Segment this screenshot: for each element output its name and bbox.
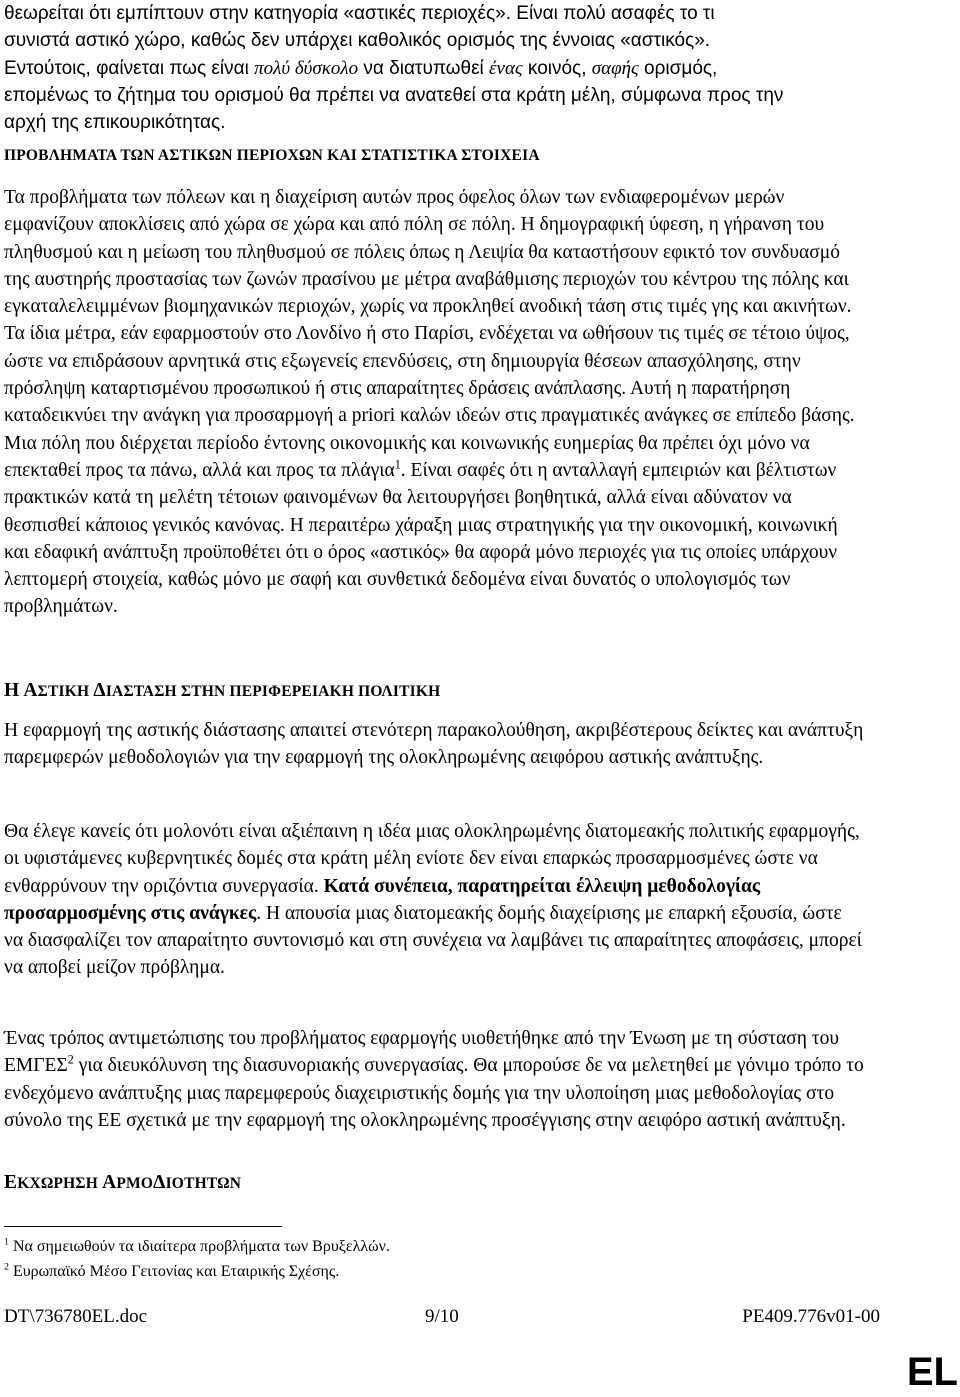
intro-line: αρχή της επικουρικότητας. <box>4 112 226 134</box>
text-span: Τα προβλήματα των πόλεων και η διαχείριση αυτών προς όφελος όλων των ενδιαφερομένων μερών εμφανίζουν αποκλίσεις από χώρα σε χώρα και από πόλη σε πόλη. Η δημογραφική ύφεση, η γήρανση του πληθυσμού και η μείωση του πληθυσμού σε πόλεις όπως η Λειψία θα καταστήσουν εφικτό τον συνδυασμό της αυστηρής προστασίας των ζωνών πρασίνου με μέτρα αναβάθμισης περιοχών του κέντρου της πόλης και εγκαταλελειμμένων βιομηχανικών περιοχών, χωρίς να προκληθεί ανοδική τάση στις τιμές γης και ακινήτων. Τα ίδια μέτρα, εάν εφαρμοστούν στο Λονδίνο ή στο Παρίσι, ενδέχεται να ωθήσουν τις τιμές σε τέτοιο ύψος, ώστε να επιδράσουν αρνητικά στις εξωγενείς επενδύσεις, στη δημιουργία θέσεων απασχόλησης, στην πρόσληψη καταρτισμένου προσωπικού ή στις απαραίτητες δράσεις ανάπλασης. Αυτή η παρατήρηση καταδεικνύει την ανάγκη για προσαρμογή a priori καλών ιδεών στις πραγματικές ανάγκες σε επίπεδο βάσης. Μια πόλη που διέρχεται περίοδο έντονης οικονομικής και κοινωνικής ευημερίας θα πρέπει όχι μόνο να επεκταθεί προς τα πάνω, αλλά και προς τα πλάγια <box>4 187 855 481</box>
intro-paragraph <box>4 0 864 136</box>
section-heading-urban-problems: ΠΡΟΒΛΗΜΑΤΑ ΤΩΝ ΑΣΤΙΚΩΝ ΠΕΡΙΟΧΩΝ ΚΑΙ ΣΤΑΤΙΣΤΙΚΑ ΣΤΟΙΧΕΙΑ <box>4 147 540 164</box>
intro-line: θεωρείται ότι εμπίπτουν στην κατηγορία «αστικές περιοχές». Είναι πολύ ασαφές το τι <box>4 3 715 24</box>
section-heading-urban-dimension <box>4 680 864 702</box>
heading-text: ΚΧΩΡΗΣΗ <box>17 1175 103 1192</box>
footnote-2 <box>4 1262 339 1282</box>
footer-pe-ref: PE409.776v01-00 <box>742 1306 880 1327</box>
paragraph-egtc <box>4 1025 864 1134</box>
text-span: ορισμός, <box>638 57 718 79</box>
text-span: Θα έλεγε κανείς ότι μολονότι είναι αξιέπαινη η ιδέα μιας ολοκληρωμένης διατομεακής πολιτικής εφαρμογής, οι υφιστάμενες κυβερνητικές δομές στα κράτη μέλη ενίοτε δεν είναι επαρκώς προσαρμοσμένες ώστε να ενθαρρύνουν την οριζόντια συνεργασία. <box>4 821 860 897</box>
intro-line: συνιστά αστικό χώρο, καθώς δεν υπάρχει καθολικός ορισμός της έννοιας «αστικός». <box>4 30 711 52</box>
footnote-number: 1 <box>4 1236 9 1248</box>
footnote-separator <box>4 1226 282 1227</box>
footer-doc-ref: DT\736780EL.doc <box>4 1306 148 1327</box>
intro-line: επομένως το ζήτημα του ορισμού θα πρέπει να ανατεθεί στα κράτη μέλη, σύμφωνα προς την <box>4 84 784 106</box>
section-heading-delegation <box>4 1172 864 1194</box>
heading-text: ΙΟΤΗΤΩΝ <box>165 1175 242 1192</box>
paragraph-monitoring: Η εφαρμογή της αστικής διάστασης απαιτεί στενότερη παρακολούθηση, ακριβέστερους δείκτες και ανάπτυξη παρεμφερών μεθοδολογιών για την εφαρμογή της ολοκληρωμένης αειφόρου αστικής ανάπτυξης. <box>4 720 864 769</box>
text-span: να διατυπωθεί <box>358 57 490 79</box>
intro-line <box>4 55 864 82</box>
heading-text: ΣΤΙΚΗ <box>37 683 94 700</box>
text-span: για διευκόλυνση της διασυνοριακής συνεργασίας. Θα μπορούσε δε να μελετηθεί με γόνιμο τρόπο το ενδεχόμενο ανάπτυξης μιας παρεμφερούς διαχειριστικής δομής για την υλοποίηση μιας μεθοδολογίας στο σύνολο της ΕΕ σχετικά με την εφαρμογή της ολοκληρωμένης προσέγγισης στην αειφόρο αστική ανάπτυξη. <box>4 1055 864 1131</box>
footnote-text: Ευρωπαϊκό Μέσο Γειτονίας και Εταιρικής Σχέσης. <box>8 1263 340 1280</box>
footer-page-number: 9/10 <box>425 1306 459 1327</box>
paragraph-urban-problems <box>4 184 864 621</box>
text-span: . Είναι σαφές ότι η ανταλλαγή εμπειριών και βέλτιστων πρακτικών κατά τη μελέτη τέτοιων φαινομένων θα λειτουργήσει βοηθητικά, αλλά είναι αδύνατον να θεσπισθεί κάποιος γενικός κανόνας. Η περαιτέρω χάραξη μιας στρατηγικής για την οικονομική, κοινωνική και εδαφική ανάπτυξη προϋποθέτει ότι ο όρος «αστικός» θα αφορά μόνο περιοχές για τις οποίες υπάρχουν λεπτομερή στοιχεία, καθώς μόνο με σαφή και συνθετικά δεδομένα είναι δυνατός ο υπολογισμός των προβλημάτων. <box>4 459 838 618</box>
italic-span: σαφής <box>591 57 639 79</box>
bold-span: Κατά συνέπεια, παρατηρείται έλλειψη μεθοδολογίας προσαρμοσμένης στις ανάγκες <box>4 875 761 924</box>
footnote-1 <box>4 1237 390 1257</box>
heading-cap: Ε <box>4 1172 18 1193</box>
heading-cap: Α <box>23 680 38 701</box>
heading-cap: Δ <box>93 680 106 701</box>
footnote-text: Να σημειωθούν τα ιδιαίτερα προβλήματα των Βρυξελλών. <box>8 1238 390 1255</box>
heading-cap: Δ <box>153 1172 166 1193</box>
footnote-ref[interactable]: 1 <box>394 457 401 472</box>
text-span: Εντούτοις, φαίνεται πως είναι <box>4 57 255 79</box>
paragraph-methodology <box>4 818 864 982</box>
heading-text: ΡΜΟ <box>116 1175 154 1192</box>
heading-text: ΙΑΣΤΑΣΗ ΣΤΗΝ ΠΕΡΙΦΕΡΕΙΑΚΗ ΠΟΛΙΤΙΚΗ <box>105 683 441 700</box>
heading-cap: Η <box>4 680 24 701</box>
italic-span: πολύ δύσκολο <box>254 57 359 79</box>
language-mark: EL <box>906 1350 958 1394</box>
footnote-ref[interactable]: 2 <box>67 1052 74 1067</box>
heading-cap: Α <box>102 1172 117 1193</box>
italic-span: ένας <box>489 57 523 79</box>
text-span: κοινός, <box>522 57 592 79</box>
footnote-number: 2 <box>4 1261 9 1273</box>
text-span: Ένας τρόπος αντιμετώπισης του προβλήματος εφαρμογής υιοθετήθηκε από την Ένωση με τη σύσταση του ΕΜΓΕΣ <box>4 1028 840 1077</box>
text-span: . Η απουσία μιας διατομεακής δομής διαχείρισης με επαρκή εξουσία, ώστε να διασφαλίζει τον απαραίτητο συντονισμό και στη συνέχεια να λαμβάνει τις απαραίτητες αποφάσεις, μπορεί να αποβεί μείζον πρόβλημα. <box>4 902 862 979</box>
